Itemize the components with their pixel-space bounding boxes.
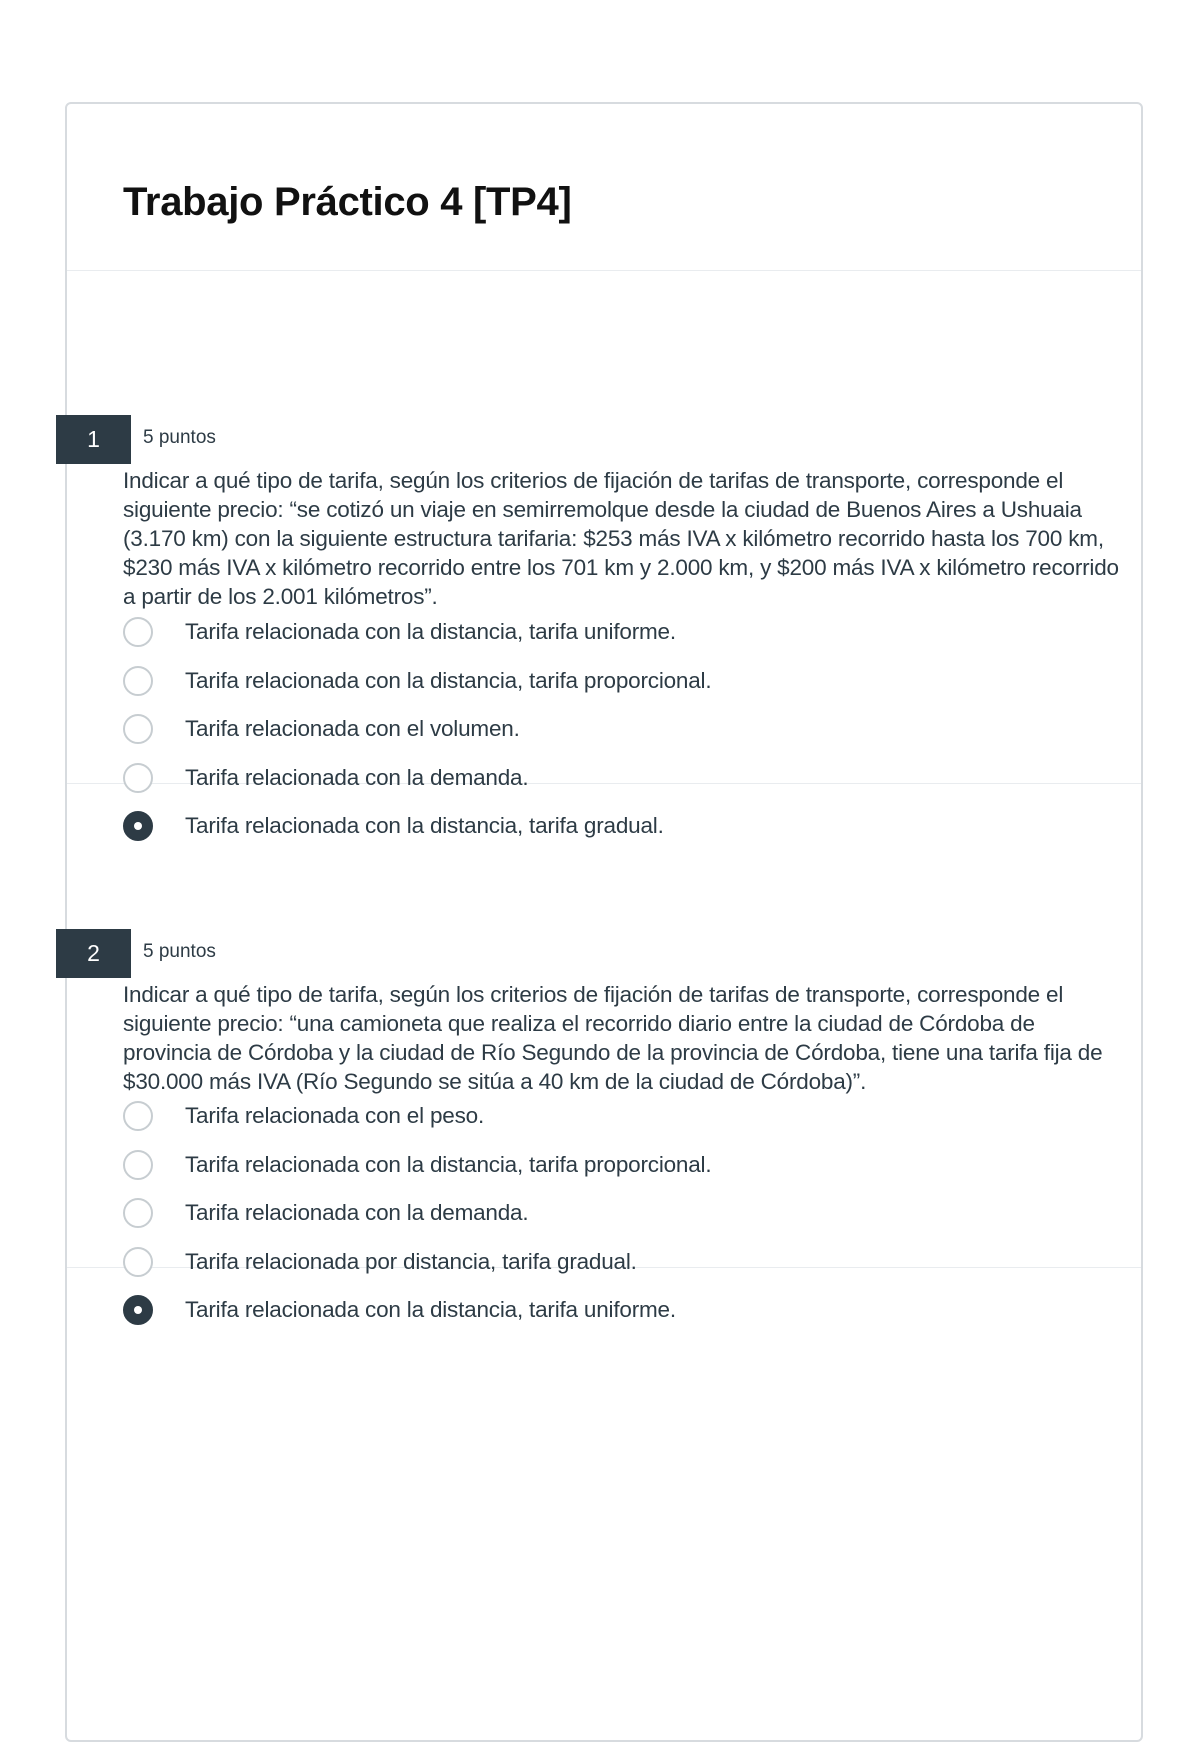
radio-button[interactable]: [123, 1295, 153, 1325]
answer-option-label: Tarifa relacionada con la distancia, tarifa uniforme.: [185, 1297, 676, 1323]
question-points: 5 puntos: [143, 941, 216, 962]
radio-button[interactable]: [123, 1247, 153, 1277]
answer-option-label: Tarifa relacionada con la distancia, tarifa gradual.: [185, 813, 664, 839]
answer-options: [123, 1092, 1103, 1335]
radio-button[interactable]: [123, 714, 153, 744]
radio-button[interactable]: [123, 1150, 153, 1180]
radio-button[interactable]: [123, 617, 153, 647]
radio-button[interactable]: [123, 1101, 153, 1131]
answer-option[interactable]: [123, 1189, 1103, 1238]
answer-option-label: Tarifa relacionada con el volumen.: [185, 716, 520, 742]
answer-option[interactable]: [123, 657, 1103, 706]
answer-option-label: Tarifa relacionada por distancia, tarifa gradual.: [185, 1248, 637, 1274]
answer-option-label: Tarifa relacionada con la demanda.: [185, 764, 529, 790]
page-title: Trabajo Práctico 4 [TP4]: [123, 180, 572, 224]
question-text: Indicar a qué tipo de tarifa, según los criterios de fijación de tarifas de transporte, corresponde el siguiente precio: “una camioneta que realiza el recorrido diario entre la ciudad de Córdoba de provincia de Córdoba y la ciudad de Río Segundo de la provincia de Córdoba, tiene una tarifa fija de $30.000 más IVA (Río Segundo se sitúa a 40 km de la ciudad de Córdoba)”.: [123, 982, 1103, 1094]
question-text: Indicar a qué tipo de tarifa, según los criterios de fijación de tarifas de transporte, corresponde el siguiente precio: “se cotizó un viaje en semirremolque desde la ciudad de Buenos Aires a Ushuaia (3.170 km) con la siguiente estructura tarifaria: $253 más IVA x kilómetro recorrido hasta los 700 km, $230 más IVA x kilómetro recorrido entre los 701 km y 2.000 km, y $200 más IVA x kilómetro recorrido a partir de los 2.001 kilómetros”.: [123, 468, 1119, 609]
answer-option-label: Tarifa relacionada con el peso.: [185, 1103, 484, 1129]
answer-option-label: Tarifa relacionada con la distancia, tarifa uniforme.: [185, 619, 676, 645]
question-1: [67, 270, 1141, 839]
question-number-badge: 1: [56, 415, 131, 464]
answer-option[interactable]: [123, 1286, 1103, 1335]
answer-option[interactable]: [123, 1092, 1103, 1141]
question-points: 5 puntos: [143, 427, 216, 448]
question-number-badge: 2: [56, 929, 131, 978]
radio-button[interactable]: [123, 666, 153, 696]
answer-option[interactable]: [123, 1141, 1103, 1190]
answer-option-label: Tarifa relacionada con la distancia, tarifa proporcional.: [185, 667, 712, 693]
radio-button[interactable]: [123, 1198, 153, 1228]
quiz-header: [67, 104, 1141, 271]
answer-option-label: Tarifa relacionada con la demanda.: [185, 1200, 529, 1226]
answer-option-label: Tarifa relacionada con la distancia, tarifa proporcional.: [185, 1151, 712, 1177]
question-2: [67, 784, 1141, 1323]
quiz-card: [65, 102, 1143, 1742]
answer-option[interactable]: [123, 608, 1103, 657]
answer-option[interactable]: [123, 705, 1103, 754]
answer-option[interactable]: [123, 1238, 1103, 1287]
